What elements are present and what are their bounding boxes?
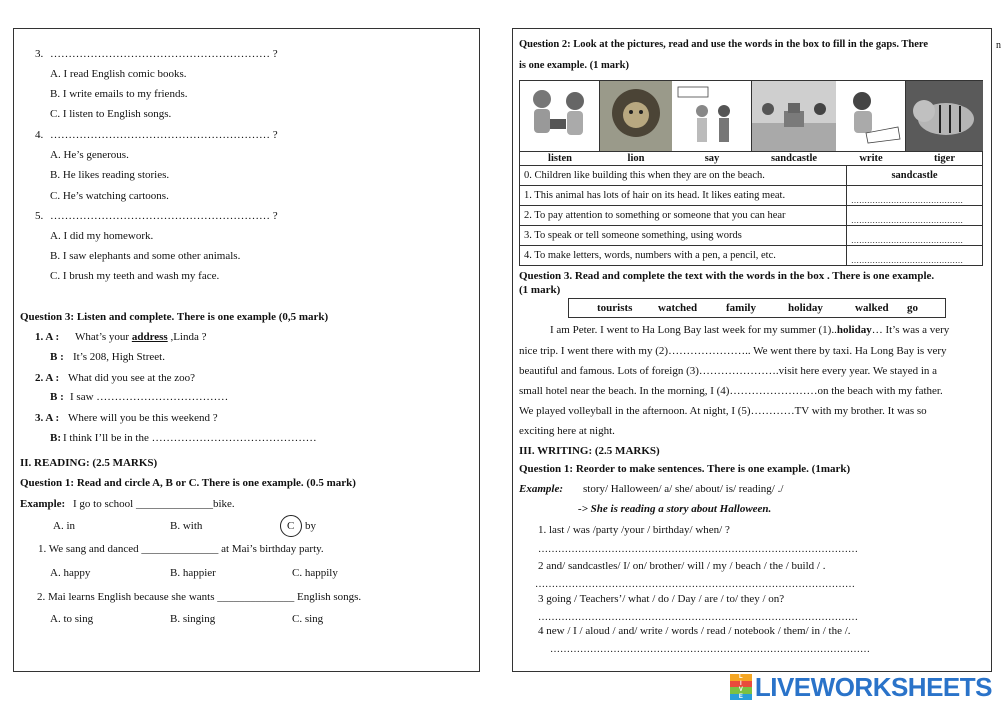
picture-write [836,81,906,151]
answer-4-blank[interactable]: …………………………………… [847,246,983,266]
s2-option-c[interactable]: C. sing [292,613,324,625]
lion-icon [600,81,672,151]
s2-option-b[interactable]: B. singing [170,613,216,625]
q3-line3-text: Where will you be this weekend ? [68,412,218,424]
definition-3: 3. To speak or tell someone something, using words [520,226,847,246]
word-family: family [726,302,756,314]
item-4-option-b[interactable]: B. He likes reading stories. [50,169,170,181]
writing-example-label: Example: [519,483,563,495]
item-5-blank[interactable]: …………………………………………………… ? [50,210,278,222]
cropped-margin-character: n [996,40,1001,51]
item-5-option-c[interactable]: C. I brush my teeth and wash my face. [50,270,220,282]
reading-sentence-2: 2. Mai learns English because she wants ______________ English songs. [37,591,362,603]
reorder-item-3: 3 going / Teachers’/ what / do / Day / are / to/ they / on? [538,593,785,605]
q2-title-line1: Question 2: Look at the pictures, read and use the words in the box to fill in the gaps. There [519,39,929,50]
picture-lion [600,81,672,151]
label-tiger: tiger [934,153,955,164]
picture-say [672,81,752,151]
picture-sandcastle [752,81,836,151]
paragraph-line-2: nice trip. I went there with my (2)………………….. We went there by taxi. Ha Long Bay is very [519,345,947,357]
brand-name: LIVEWORKSHEETS [754,671,992,702]
rq3-title-line2: (1 mark) [519,284,561,296]
word-walked: walked [855,302,889,314]
word-tourists: tourists [597,302,633,314]
reading-q1-title: Question 1: Read and circle A, B or C. There is one example. (0.5 mark) [20,477,356,489]
s1-option-c[interactable]: C. happily [292,567,338,579]
liveworksheets-logo[interactable] [730,671,992,703]
label-say: say [704,153,720,164]
q3-line3-reply-speaker: B: [50,432,61,444]
table-row [520,206,983,226]
table-row [520,166,983,186]
picture-tiger [906,81,983,151]
definition-2: 2. To pay attention to something or someone that you can hear [520,206,847,226]
picture-strip [519,80,983,166]
answer-1-blank[interactable]: …………………………………… [847,186,983,206]
s2-option-a[interactable]: A. to sing [50,613,94,625]
item-3-blank[interactable]: …………………………………………………… ? [50,48,278,60]
reorder-answer-3[interactable]: …………………………………………………………………………………… [538,612,858,623]
writing-heading: III. WRITING: (2.5 MARKS) [519,445,660,457]
q3-line1-text: What’s your address ,Linda ? [75,331,207,343]
definition-1: 1. This animal has lots of hair on its head. It likes eating meat. [520,186,847,206]
q3-line2-reply-speaker: B : [50,391,64,403]
writing-example-answer: -> She is reading a story about Halloween. [578,503,772,515]
example-option-c-text: by [305,520,316,532]
table-row [520,186,983,206]
item-3-option-a[interactable]: A. I read English comic books. [50,68,187,80]
reorder-answer-4[interactable]: …………………………………………………………………………………… [550,644,870,655]
item-4-option-a[interactable]: A. He’s generous. [50,149,129,161]
item-3-option-b[interactable]: B. I write emails to my friends. [50,88,188,100]
girl-writing-icon [836,81,906,151]
paragraph-example-answer: holiday [836,324,872,336]
q3-line3-speaker: 3. A : [35,412,60,424]
s1-option-a[interactable]: A. happy [50,567,91,579]
reorder-item-4: 4 new / I / aloud / and/ write / words / read / notebook / them/ in / the /. [538,625,851,637]
label-lion: lion [627,153,645,164]
definition-4: 4. To make letters, words, numbers with a pen, a pencil, etc. [520,246,847,266]
reorder-item-2: 2 and/ sandcastles/ I/ on/ brother/ will / my / beach / the / build / . [538,560,826,572]
paragraph-line-4: small hotel near the beach. In the morning, I (4)……………………on the beach with my father. [519,385,943,397]
q3-example-answer: address [131,331,168,343]
item-4-option-c[interactable]: C. He’s watching cartoons. [50,190,169,202]
example-option-b[interactable]: B. with [170,520,203,532]
q3-line2-text: What did you see at the zoo? [68,372,196,384]
q2-title-line2: is one example. (1 mark) [519,60,629,71]
reorder-answer-2[interactable]: …………………………………………………………………………………… [535,579,855,590]
q3-line1-speaker: 1. A : [35,331,60,343]
tiger-icon [906,81,983,151]
word-go: go [907,302,918,314]
label-write: write [859,153,883,164]
word-watched: watched [658,302,698,314]
q3-line1-reply-speaker: B : [50,351,64,363]
rq3-title-line1: Question 3. Read and complete the text with the words in the box . There is one example. [519,270,935,282]
live-logo-mark-icon: L I V E [730,674,752,700]
reorder-answer-1[interactable]: …………………………………………………………………………………… [538,544,858,555]
label-sandcastle: sandcastle [770,153,818,164]
reading-heading: II. READING: (2.5 MARKS) [20,457,158,469]
answer-3-blank[interactable]: …………………………………… [847,226,983,246]
writing-q1-title: Question 1: Reorder to make sentences. There is one example. (1mark) [519,463,851,475]
label-listen: listen [548,153,572,164]
paragraph-line-1: I am Peter. I went to Ha Long Bay last week for my summer (1)..holiday… It’s was a very [550,324,950,336]
item-3-number: 3. [35,48,44,60]
paragraph-line-5: We played volleyball in the afternoon. At night, I (5)…………TV with my brother. It was so [519,405,927,417]
kids-listening-icon [520,81,600,151]
q3-line1-reply: It’s 208, High Street. [73,351,165,363]
q3-title: Question 3: Listen and complete. There is one example (0,5 mark) [20,311,329,323]
picture-listen [520,81,600,151]
sandcastle-icon [752,81,836,151]
table-row [520,226,983,246]
q3-line2-blank[interactable]: I saw ……………………………… [70,391,229,403]
answer-2-blank[interactable]: …………………………………… [847,206,983,226]
example-sentence: I go to school ______________bike. [73,498,235,510]
reading-sentence-1: 1. We sang and danced ______________ at Mai’s birthday party. [38,543,324,555]
item-5-option-a[interactable]: A. I did my homework. [50,230,154,242]
paragraph-line-6: exciting here at night. [519,425,615,437]
example-option-a[interactable]: A. in [53,520,75,532]
paragraph-line-3: beautiful and famous. Lots of foreign (3)………………….visit here every year. We stayed in a [519,365,938,377]
reorder-item-1: 1. last / was /party /your / birthday/ when/ ? [538,524,730,536]
example-label: Example: [20,498,66,510]
item-5-option-b[interactable]: B. I saw elephants and some other animals. [50,250,241,262]
item-4-blank[interactable]: …………………………………………………… ? [50,129,278,141]
writing-example-words: story/ Halloween/ a/ she/ about/ is/ reading/ ./ [583,483,784,495]
s1-option-b[interactable]: B. happier [170,567,216,579]
q3-line3-blank[interactable]: I think I’ll be in the ……………………………………… [63,432,317,444]
example-option-c[interactable]: C [287,520,295,532]
item-4-number: 4. [35,129,44,141]
word-holiday: holiday [788,302,823,314]
answer-0: sandcastle [847,166,983,186]
item-3-option-c[interactable]: C. I listen to English songs. [50,108,172,120]
q3-line2-speaker: 2. A : [35,372,60,384]
table-row [520,246,983,266]
definitions-table [519,165,983,266]
people-talking-icon [672,81,752,151]
definition-0: 0. Children like building this when they are on the beach. [520,166,847,186]
item-5-number: 5. [35,210,44,222]
